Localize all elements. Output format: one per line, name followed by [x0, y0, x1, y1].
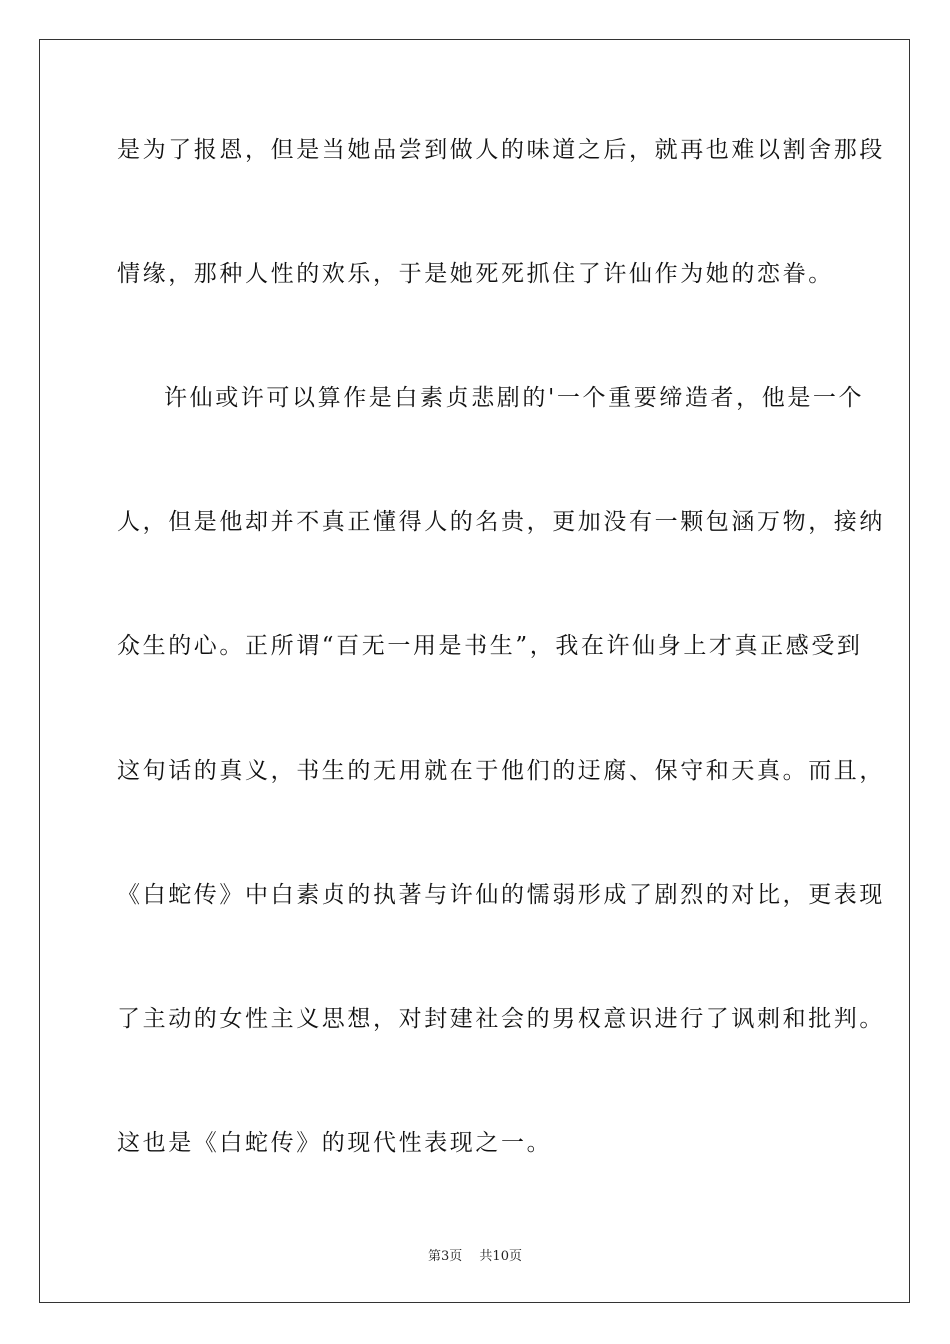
page-number-footer: 第3页 共10页 [428, 1249, 522, 1264]
body-text-line: 情缘，那种人性的欢乐，于是她死死抓住了许仙作为她的恋眷。 [117, 261, 834, 287]
body-text-line: 这也是《白蛇传》的现代性表现之一。 [117, 1130, 553, 1156]
paragraph-first-line: 许仙或许可以算作是白素贞悲剧的'一个重要缔造者，他是一个 [164, 385, 865, 411]
body-text-line: 是为了报恩，但是当她品尝到做人的味道之后，就再也难以割舍那段 [117, 137, 885, 163]
body-text-line: 了主动的女性主义思想，对封建社会的男权意识进行了讽刺和批判。 [117, 1006, 885, 1032]
body-text-line: 这句话的真义，书生的无用就在于他们的迂腐、保守和天真。而且， [117, 758, 885, 784]
body-text-line: 人，但是他却并不真正懂得人的名贵，更加没有一颗包涵万物，接纳 [117, 509, 885, 535]
body-text-line: 《白蛇传》中白素贞的执著与许仙的懦弱形成了剧烈的对比，更表现 [117, 882, 885, 908]
page-border [39, 39, 910, 1303]
body-text-line: 众生的心。正所谓“百无一用是书生”，我在许仙身上才真正感受到 [117, 633, 863, 659]
